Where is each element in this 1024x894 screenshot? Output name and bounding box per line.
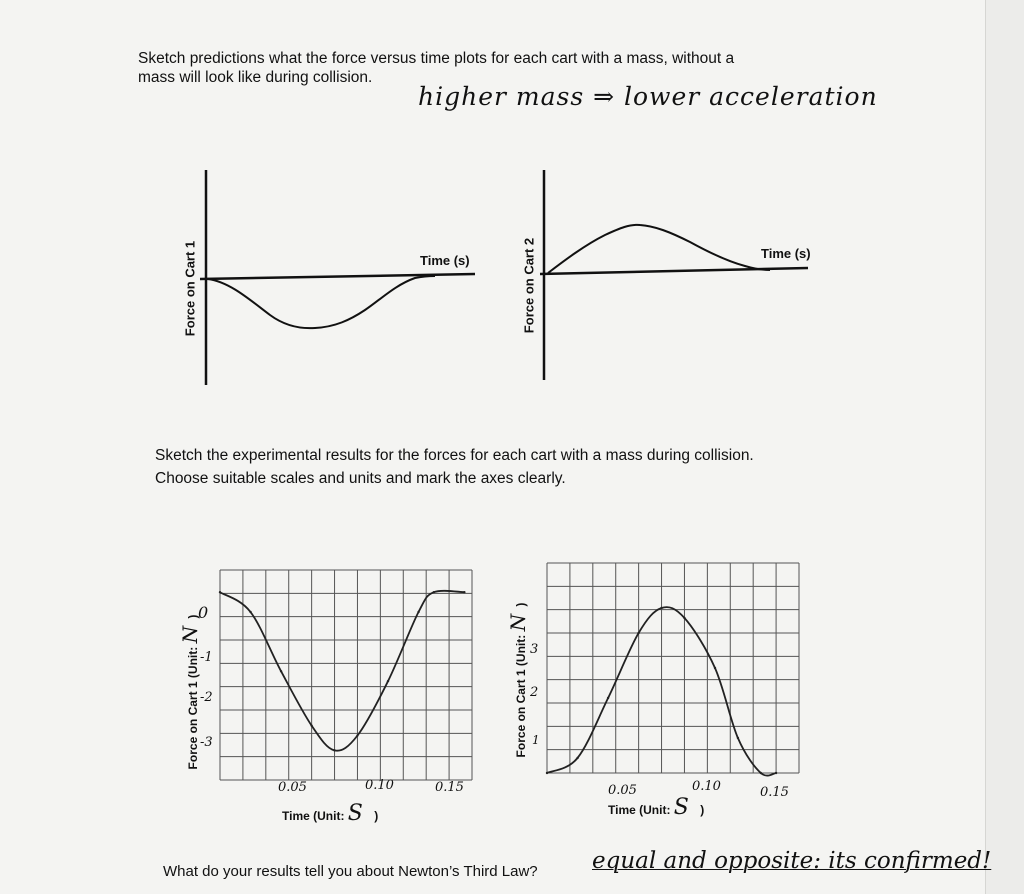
prompt1-line1: Sketch predictions what the force versus time plots for each cart with a mass, without a: [138, 50, 735, 67]
prediction-plot-cart1: [190, 160, 490, 390]
prompt3-question: What do your results tell you about Newton’s Third Law?: [163, 863, 538, 880]
chart2-xtick-2: 0.15: [760, 785, 789, 800]
page-edge-strip: [985, 0, 1024, 894]
data-point: [660, 607, 662, 609]
data-point: [310, 724, 312, 726]
chart1-ylabel-text: Force on Cart 1 (Unit:: [186, 646, 200, 770]
data-point: [387, 680, 389, 682]
chart2-grid: [547, 563, 799, 773]
chart2-xtick-0: 0.05: [608, 783, 637, 798]
chart1-xlabel: [282, 801, 378, 826]
chart1-ytick-3: -3: [200, 735, 213, 750]
prediction-plot-cart2: [530, 160, 830, 390]
handwritten-note-mass: higher mass ⇒ lower acceleration: [418, 82, 878, 111]
chart1-data-points: [219, 591, 466, 752]
experimental-chart-cart2: [542, 558, 802, 788]
chart2-xlabel: [608, 795, 704, 820]
data-point: [280, 670, 282, 672]
chart2-xlabel-unit: S: [673, 795, 689, 820]
data-point: [219, 591, 221, 593]
data-point: [737, 737, 739, 739]
data-point: [637, 632, 639, 634]
chart2-xlabel-text: Time (Unit:: [608, 803, 671, 817]
cart2-pred-ylabel: Force on Cart 2: [521, 237, 537, 334]
cart2-pred-x-axis: [540, 268, 808, 274]
chart2-ytick-1: 2: [530, 685, 539, 700]
data-point: [576, 757, 578, 759]
chart1-xlabel-close: ): [374, 809, 379, 823]
chart1-ylabel: [178, 602, 202, 782]
chart1-ytick-0: 0: [198, 603, 209, 622]
data-point: [546, 772, 548, 774]
cart2-pred-xlabel: Time (s): [761, 246, 811, 261]
data-point: [714, 667, 716, 669]
cart1-pred-curve: [208, 276, 435, 328]
prompt2-line2: Choose suitable scales and units and mark the axes clearly.: [155, 470, 566, 487]
chart1-xtick-0: 0.05: [278, 780, 307, 795]
chart1-xlabel-unit: S: [347, 801, 363, 826]
data-point: [760, 772, 762, 774]
chart1-xtick-1: 0.10: [365, 778, 394, 793]
data-point: [433, 591, 435, 593]
chart1-ytick-1: -1: [200, 650, 213, 665]
chart2-ylabel-unit: N: [506, 613, 530, 632]
experimental-chart-cart1: [215, 565, 475, 795]
data-point: [417, 611, 419, 613]
data-point: [249, 611, 251, 613]
chart2-ylabel-text: Force on Cart 1 (Unit:: [514, 634, 528, 758]
data-point: [333, 749, 335, 751]
prompt3-answer: equal and opposite: its confirmed!: [592, 848, 992, 874]
data-point: [463, 591, 465, 593]
chart1-ytick-2: -2: [200, 690, 213, 705]
data-point: [356, 734, 358, 736]
cart2-pred-curve: [548, 225, 770, 273]
chart2-ytick-0: 1: [532, 733, 540, 747]
data-point: [775, 772, 777, 774]
cart1-pred-ylabel: Force on Cart 1: [182, 240, 198, 337]
chart1-data-line: [220, 591, 464, 751]
chart2-ylabel: [506, 590, 530, 770]
chart1-xlabel-text: Time (Unit:: [282, 809, 345, 823]
prompt1-line2: mass will look like during collision.: [138, 69, 373, 86]
chart1-ylabel-close: ): [186, 614, 200, 619]
data-point: [607, 697, 609, 699]
prompt2-line1: Sketch the experimental results for the forces for each cart with a mass during collision.: [155, 447, 754, 464]
chart2-xlabel-close: ): [700, 803, 705, 817]
chart2-xtick-1: 0.10: [692, 779, 721, 794]
chart1-ylabel-unit: N: [178, 625, 202, 644]
cart1-pred-xlabel: Time (s): [420, 253, 470, 268]
chart1-xtick-2: 0.15: [435, 780, 464, 795]
chart2-ylabel-close: ): [514, 602, 528, 607]
data-point: [683, 617, 685, 619]
chart2-ytick-2: 3: [530, 642, 539, 657]
